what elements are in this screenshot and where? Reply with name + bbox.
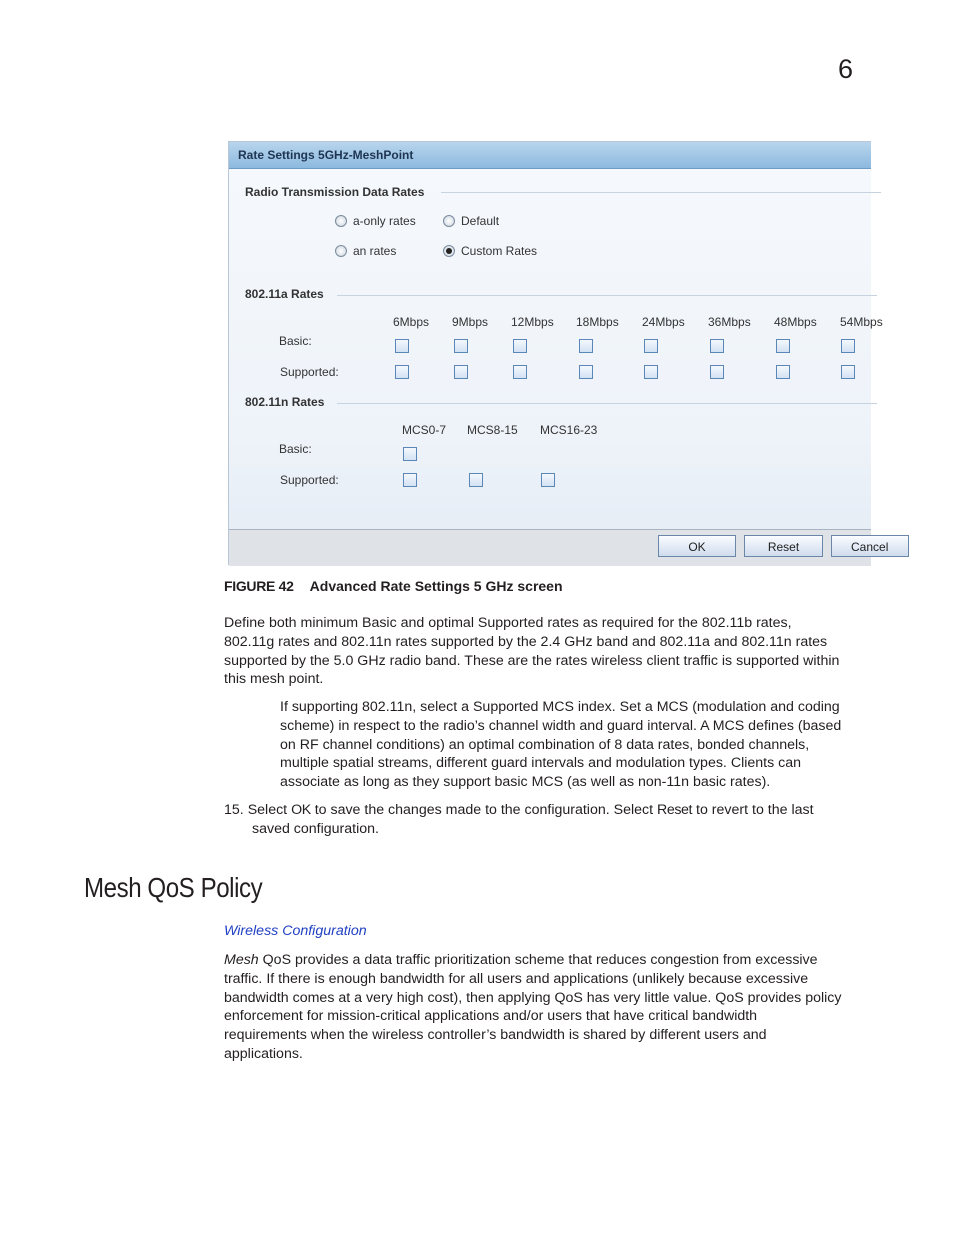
text-line: traffic. If there is enough bandwidth for all users and applications (unlikely because excessive	[224, 970, 809, 987]
section-heading: Mesh QoS Policy	[84, 872, 263, 903]
radio-button[interactable]	[335, 215, 347, 227]
supported-12mbps-checkbox[interactable]	[513, 365, 527, 379]
supported-9mbps-checkbox[interactable]	[454, 365, 468, 379]
rate-header: 12Mbps	[511, 315, 554, 329]
rate-settings-dialog	[228, 141, 889, 565]
basic-48mbps-checkbox[interactable]	[776, 339, 790, 353]
supported-6mbps-checkbox[interactable]	[395, 365, 409, 379]
radio-default[interactable]	[443, 214, 499, 228]
rate-header: 9Mbps	[452, 315, 489, 329]
text-line: associate as long as they support basic MCS (as well as non-11n basic rates).	[280, 774, 771, 791]
radio-an-rates[interactable]	[335, 244, 396, 258]
ok-button[interactable]: OK	[658, 535, 736, 557]
text-line: enforcement for mission-critical applications and/or users that have critical bandwidth	[224, 1008, 758, 1025]
text-line: 802.11g rates and 802.11n rates supported by the 2.4 GHz band and 802.11a and 802.11n rates	[224, 633, 828, 650]
basic-12mbps-checkbox[interactable]	[513, 339, 527, 353]
paragraph-mesh-qos	[224, 951, 841, 1064]
text-fragment: to save the changes made to the configuration. Select	[310, 802, 658, 818]
reset-term: Reset	[657, 802, 693, 818]
basic-18mbps-checkbox[interactable]	[579, 339, 593, 353]
step-15-continued: saved configuration.	[252, 821, 379, 837]
text-fragment: Select	[247, 802, 292, 818]
radio-a-only-rates[interactable]	[335, 214, 416, 228]
radio-button[interactable]	[443, 215, 455, 227]
mcs-header: MCS8-15	[467, 423, 518, 437]
step-text	[248, 802, 814, 818]
radio-label: Custom Rates	[461, 244, 538, 258]
radio-label: an rates	[353, 244, 397, 258]
n-rates-section-label: 802.11n Rates	[245, 395, 325, 409]
section-divider	[337, 295, 877, 296]
step-number: 15.	[224, 802, 244, 818]
basic-6mbps-checkbox[interactable]	[395, 339, 409, 353]
text-line: scheme) in respect to the radio’s channel width and guard interval. A MCS defines (based	[280, 717, 842, 734]
supported-24mbps-checkbox[interactable]	[644, 365, 658, 379]
ok-term: OK	[291, 802, 311, 818]
radio-label: a-only rates	[353, 214, 416, 228]
mcs-header: MCS16-23	[540, 423, 598, 437]
rate-header: 24Mbps	[642, 315, 685, 329]
radio-button[interactable]	[335, 245, 347, 257]
figure-title: Advanced Rate Settings 5 GHz screen	[309, 578, 563, 594]
text-fragment: QoS provides a data traffic prioritization scheme that reduces congestion from excessive	[258, 952, 818, 968]
chapter-number: 6	[838, 54, 854, 84]
supported-mcs8-15-checkbox[interactable]	[469, 473, 483, 487]
radio-section-label: Radio Transmission Data Rates	[245, 185, 425, 199]
a-rates-section-label: 802.11a Rates	[245, 287, 324, 301]
text-line: applications.	[224, 1045, 303, 1062]
supported-36mbps-checkbox[interactable]	[710, 365, 724, 379]
text-line: this mesh point.	[224, 671, 324, 688]
emphasis-mesh: Mesh	[224, 952, 259, 968]
rate-header: 6Mbps	[393, 315, 430, 329]
basic-row-label: Basic:	[279, 442, 312, 456]
figure-number: FIGURE 42	[224, 578, 294, 594]
text-line: bandwidth comes at a very high cost), then applying QoS has very little value. QoS provides policy	[224, 989, 842, 1006]
supported-row-label: Supported:	[280, 365, 339, 379]
basic-24mbps-checkbox[interactable]	[644, 339, 658, 353]
paragraph-mcs-note	[280, 698, 841, 792]
paragraph-rates	[224, 614, 839, 689]
wireless-configuration-link[interactable]: Wireless Configuration	[224, 923, 367, 939]
text-line: requirements when the wireless controller’s bandwidth is shared by different users and	[224, 1027, 767, 1044]
radio-custom-rates[interactable]	[443, 244, 537, 258]
supported-mcs0-7-checkbox[interactable]	[403, 473, 417, 487]
rate-header: 36Mbps	[708, 315, 751, 329]
supported-48mbps-checkbox[interactable]	[776, 365, 790, 379]
radio-label: Default	[461, 214, 500, 228]
rate-header: 48Mbps	[774, 315, 817, 329]
rate-header: 18Mbps	[576, 315, 619, 329]
supported-row-label: Supported:	[280, 473, 339, 487]
figure-caption	[224, 578, 563, 594]
text-line: supported by the 5.0 GHz radio band. These are the rates wireless client traffic is supported within	[224, 652, 840, 669]
supported-mcs16-23-checkbox[interactable]	[541, 473, 555, 487]
text-fragment: to revert to the last	[692, 802, 814, 818]
basic-9mbps-checkbox[interactable]	[454, 339, 468, 353]
dialog-title: Rate Settings 5GHz-MeshPoint	[229, 142, 871, 169]
rate-header: 54Mbps	[840, 315, 883, 329]
radio-button-selected[interactable]	[443, 245, 455, 257]
basic-36mbps-checkbox[interactable]	[710, 339, 724, 353]
supported-54mbps-checkbox[interactable]	[841, 365, 855, 379]
basic-row-label: Basic:	[279, 334, 312, 348]
reset-button[interactable]: Reset	[744, 535, 823, 557]
section-divider	[441, 192, 881, 193]
section-divider	[337, 403, 877, 404]
cancel-button[interactable]: Cancel	[831, 535, 909, 557]
supported-18mbps-checkbox[interactable]	[579, 365, 593, 379]
text-line: If supporting 802.11n, select a Supported MCS index. Set a MCS (modulation and coding	[280, 699, 840, 715]
text-line: on RF channel conditions) an optimal combination of 8 data rates, bonded channels,	[280, 736, 810, 753]
text-line	[224, 951, 841, 970]
text-line: multiple spatial streams, different guard intervals and modulation types. Clients can	[280, 755, 802, 772]
text-line: Define both minimum Basic and optimal Supported rates as required for the 802.11b rates,	[224, 615, 792, 631]
basic-mcs0-7-checkbox[interactable]	[403, 447, 417, 461]
mcs-header: MCS0-7	[402, 423, 447, 437]
basic-54mbps-checkbox[interactable]	[841, 339, 855, 353]
step-15	[224, 801, 814, 820]
